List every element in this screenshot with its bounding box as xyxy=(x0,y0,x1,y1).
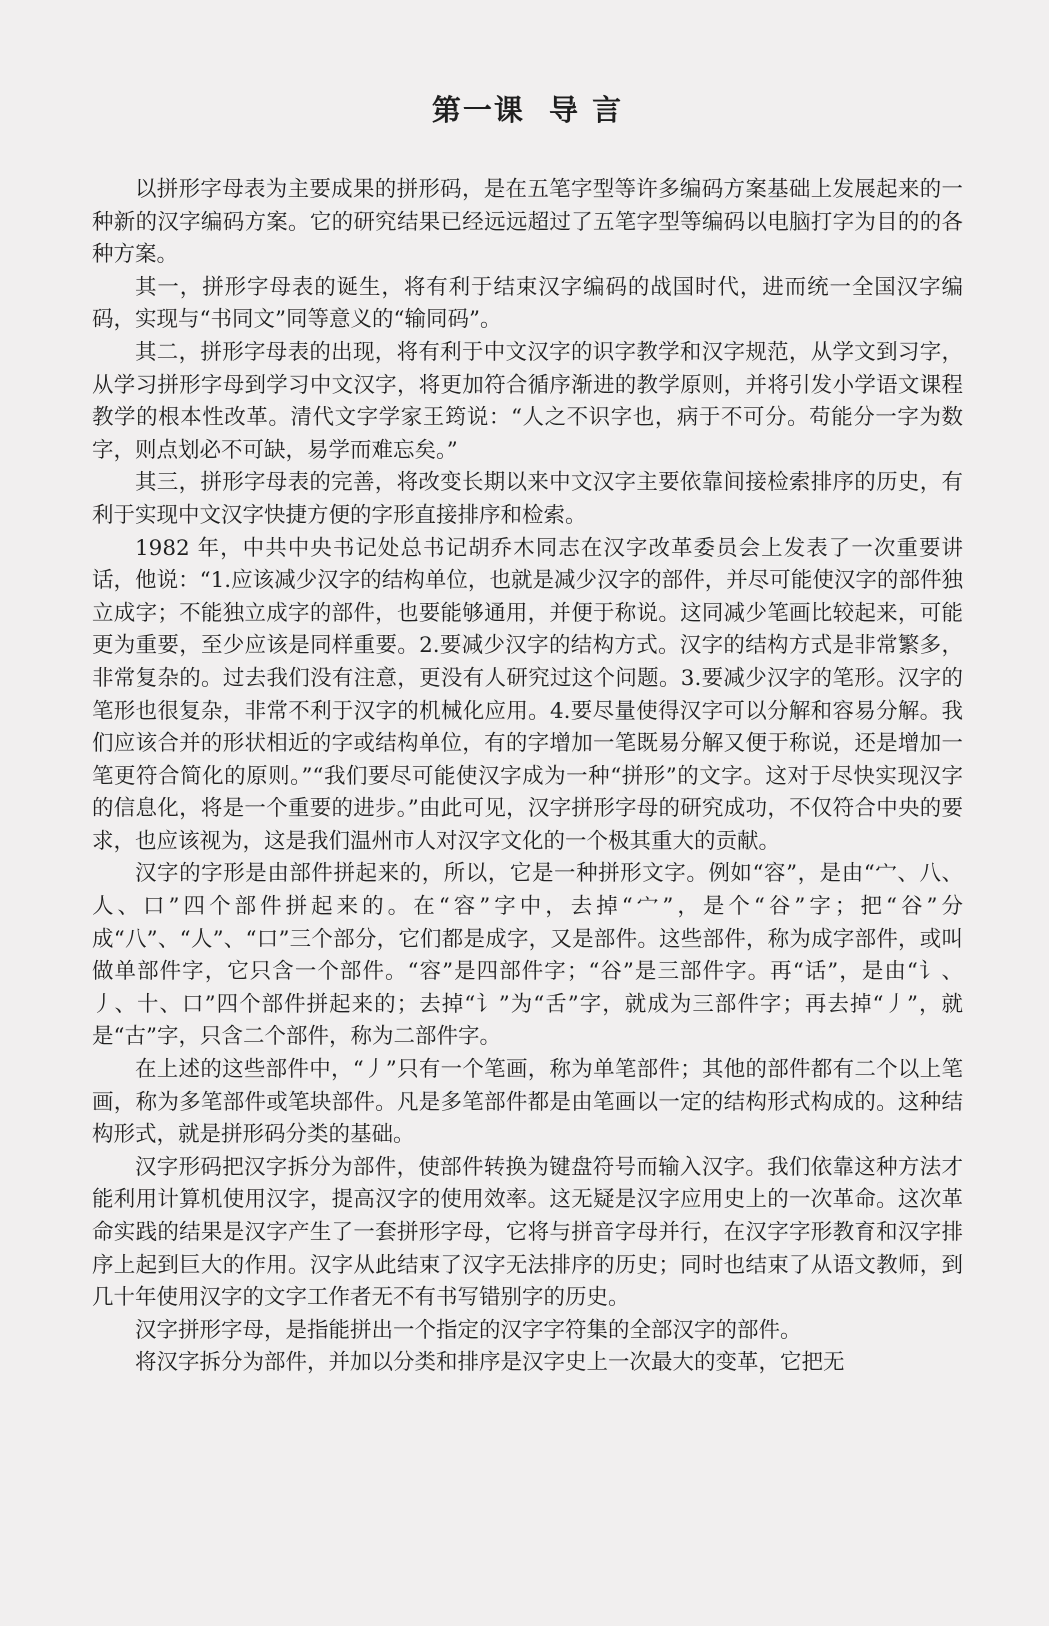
paragraph: 汉字的字形是由部件拼起来的，所以，它是一种拼形文字。例如“容”，是由“宀、八、人、口”四个部件拼起来的。在“容”字中，去掉“宀”，是个“谷”字；把“谷”分成“八”、“人”、“口”三个部分，它们都是成字，又是部件。这些部件，称为成字部件，或叫做单部件字，它只含一个部件。“容”是四部件字；“谷”是三部件字。再“话”，是由“讠、丿、十、口”四个部件拼起来的；去掉“讠”为“舌”字，就成为三部件字；再去掉“丿”，就是“古”字，只含二个部件，称为二部件字。 xyxy=(92,861,963,1050)
paragraph: 其二，拼形字母表的出现，将有利于中文汉字的识字教学和汉字规范，从学文到习字，从学习拼形字母到学习中文汉字，将更加符合循序渐进的教学原则，并将引发小学语文课程教学的根本性改革。清代文字学家王筠说：“人之不识字也，病于不可分。苟能分一字为数字，则点划必不可缺，易学而难忘矣。” xyxy=(92,339,963,463)
paragraph: 其三，拼形字母表的完善，将改变长期以来中文汉字主要依靠间接检索排序的历史，有利于实现中文汉字快捷方便的字形直接排序和检索。 xyxy=(92,470,963,528)
paragraph: 1982 年，中共中央书记处总书记胡乔木同志在汉字改革委员会上发表了一次重要讲话，他说：“1.应该减少汉字的结构单位，也就是减少汉字的部件，并尽可能使汉字的部件独立成字；不能独立成字的部件，也要能够通用，并便于称说。这同减少笔画比较起来，可能更为重要，至少应该是同样重要。2.要减少汉字的结构方式。汉字的结构方式是非常繁多，非常复杂的。过去我们没有注意，更没有人研究过这个问题。3.要减少汉字的笔形。汉字的笔形也很复杂，非常不利于汉字的机械化应用。4.要尽量使得汉字可以分解和容易分解。我们应该合并的形状相近的字或结构单位，有的字增加一笔既易分解又便于称说，还是增加一笔更符合简化的原则。”“我们要尽可能使汉字成为一种“拼形”的文字。这对于尽快实现汉字的信息化，将是一个重要的进步。”由此可见，汉字拼形字母的研究成功，不仅符合中央的要求，也应该视为，这是我们温州市人对汉字文化的一个极其重大的贡献。 xyxy=(92,535,963,854)
paragraph: 汉字形码把汉字拆分为部件，使部件转换为键盘符号而输入汉字。我们依靠这种方法才能利用计算机使用汉字，提高汉字的使用效率。这无疑是汉字应用史上的一次革命。这次革命实践的结果是汉字产生了一套拼形字母，它将与拼音字母并行，在汉字字形教育和汉字排序上起到巨大的作用。汉字从此结束了汉字无法排序的历史；同时也结束了从语文教师，到几十年使用汉字的文字工作者无不有书写错别字的历史。 xyxy=(92,1154,963,1311)
lesson-title: 第一课 导 言 xyxy=(431,93,624,127)
paragraph: 以拼形字母表为主要成果的拼形码，是在五笔字型等许多编码方案基础上发展起来的一种新的汉字编码方案。它的研究结果已经远远超过了五笔字型等编码以电脑打字为目的的各种方案。 xyxy=(92,177,963,268)
paragraph: 在上述的这些部件中，“丿”只有一个笔画，称为单笔部件；其他的部件都有二个以上笔画，称为多笔部件或笔块部件。凡是多笔部件都是由笔画以一定的结构形式构成的。这种结构形式，就是拼形码分类的基础。 xyxy=(92,1057,963,1148)
paragraph: 汉字拼形字母，是指能拼出一个指定的汉字字符集的全部汉字的部件。 xyxy=(135,1317,802,1343)
paragraph: 将汉字拆分为部件，并加以分类和排序是汉字史上一次最大的变革，它把无 xyxy=(135,1350,845,1376)
body-text xyxy=(92,174,963,1380)
paragraph: 其一，拼形字母表的诞生，将有利于结束汉字编码的战国时代，进而统一全国汉字编码，实现与“书同文”同等意义的“输同码”。 xyxy=(92,274,963,333)
